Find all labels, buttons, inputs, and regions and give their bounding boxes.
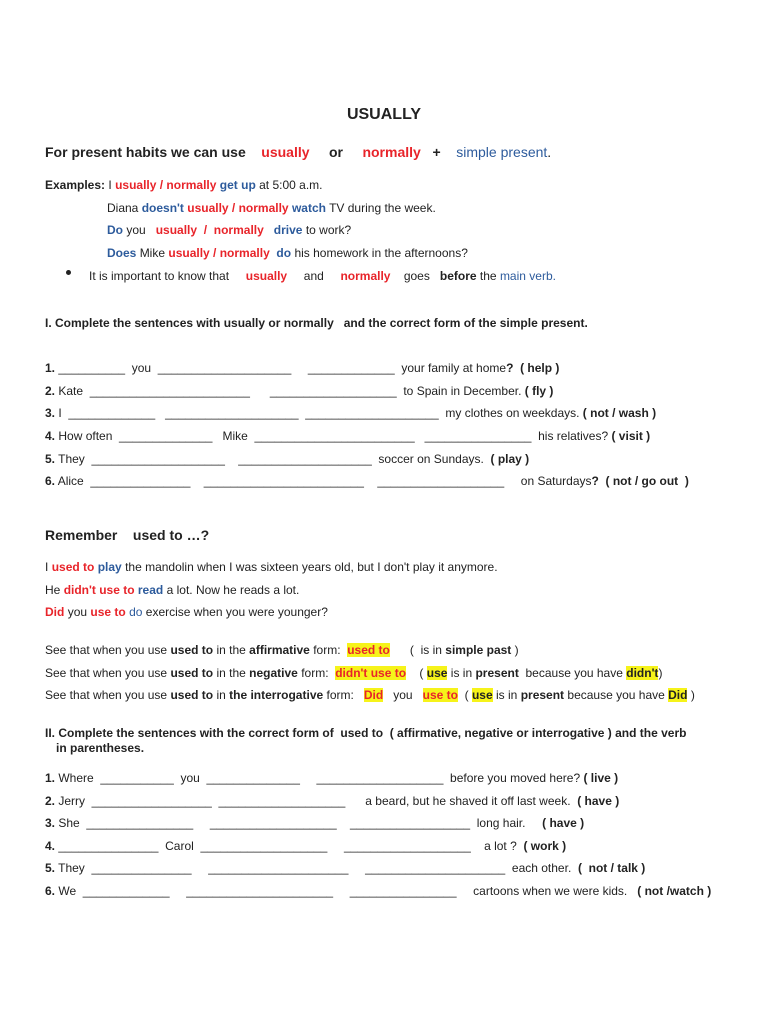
highlight-use-to: use to [422,688,458,702]
rule-interrogative: See that when you use used to in the interrogative form: Did you use to ( use is in present because you have Did ) [45,688,695,702]
intro-line: For present habits we can use usually or normally + simple present. [45,144,552,160]
example-3: Do you usually / normally drive to work? [107,223,352,237]
rule-negative: See that when you use used to in the negative form: didn't use to ( use is in present because you have didn't) [45,666,663,680]
section-2-heading: II. Complete the sentences with the correct form of used to ( affirmative, negative or interrogative ) and the verb [45,726,687,740]
rule-affirmative: See that when you use used to in the affirmative form: used to ( is in simple past ) [45,643,519,657]
example-4: Does Mike usually / normally do his homework in the afternoons? [107,246,468,260]
remember-line-1: I used to play the mandolin when I was sixteen years old, but I don't play it anymore. [45,560,498,574]
exercise-2-row-2: 2. Jerry __________________ ___________________ a beard, but he shaved it off last week. ( have ) [45,794,620,808]
intro-lead: For present habits we can use [45,144,246,160]
exercise-2-row-5: 5. They _______________ _____________________ _____________________ each other. ( not / talk ) [45,861,646,875]
remember-heading: Remember used to …? [45,527,210,543]
example-2: Diana doesn't usually / normally watch TV during the week. [107,201,436,215]
exercise-1-row-6: 6. Alice _______________ ________________________ ___________________ on Saturdays? ( not / go out ) [45,474,689,488]
highlight-did: Did [363,688,384,702]
exercise-1-row-2: 2. Kate ________________________ ___________________ to Spain in December. ( fly ) [45,384,554,398]
exercise-2-row-3: 3. She ________________ ___________________ __________________ long hair. ( have ) [45,816,585,830]
examples-label: Examples: [45,178,106,192]
highlight-didnt-use-to: didn't use to [335,666,407,680]
section-1-heading: I. Complete the sentences with usually or normally and the correct form of the simple present. [45,316,588,330]
example-1: Examples: I usually / normally get up at 5:00 a.m. [45,178,323,192]
intro-or: or [329,144,343,160]
page-title: USUALLY [346,106,422,123]
highlight-used-to: used to [347,643,390,657]
remember-line-2: He didn't use to read a lot. Now he reads a lot. [45,583,300,597]
exercise-2-row-6: 6. We _____________ ______________________ ________________ cartoons when we were kids. ( not /watch ) [45,884,712,898]
exercise-2-row-4: 4. _______________ Carol ___________________ ___________________ a lot ? ( work ) [45,839,567,853]
exercise-1-row-5: 5. They ____________________ ____________________ soccer on Sundays. ( play ) [45,452,530,466]
exercise-1-row-1: 1. __________ you ____________________ _____________ your family at home? ( help ) [45,361,560,375]
intro-usually: usually [261,144,310,160]
intro-normally: normally [362,144,421,160]
example-note: It is important to know that usually and normally goes before the main verb. [89,269,556,283]
exercise-1-row-4: 4. How often ______________ Mike ________________________ ________________ his relatives? ( visit ) [45,429,651,443]
section-2-heading-cont: in parentheses. [56,741,145,755]
exercise-2-row-1: 1. Where ___________ you ______________ ___________________ before you moved here? ( live ) [45,771,619,785]
exercise-1-row-3: 3. I _____________ ____________________ ____________________ my clothes on weekdays. ( not / wash ) [45,406,657,420]
remember-line-3: Did you use to do exercise when you were younger? [45,605,328,619]
intro-plus: + [432,144,441,160]
intro-simple-present: simple present [456,144,548,160]
bullet-icon [66,270,71,275]
